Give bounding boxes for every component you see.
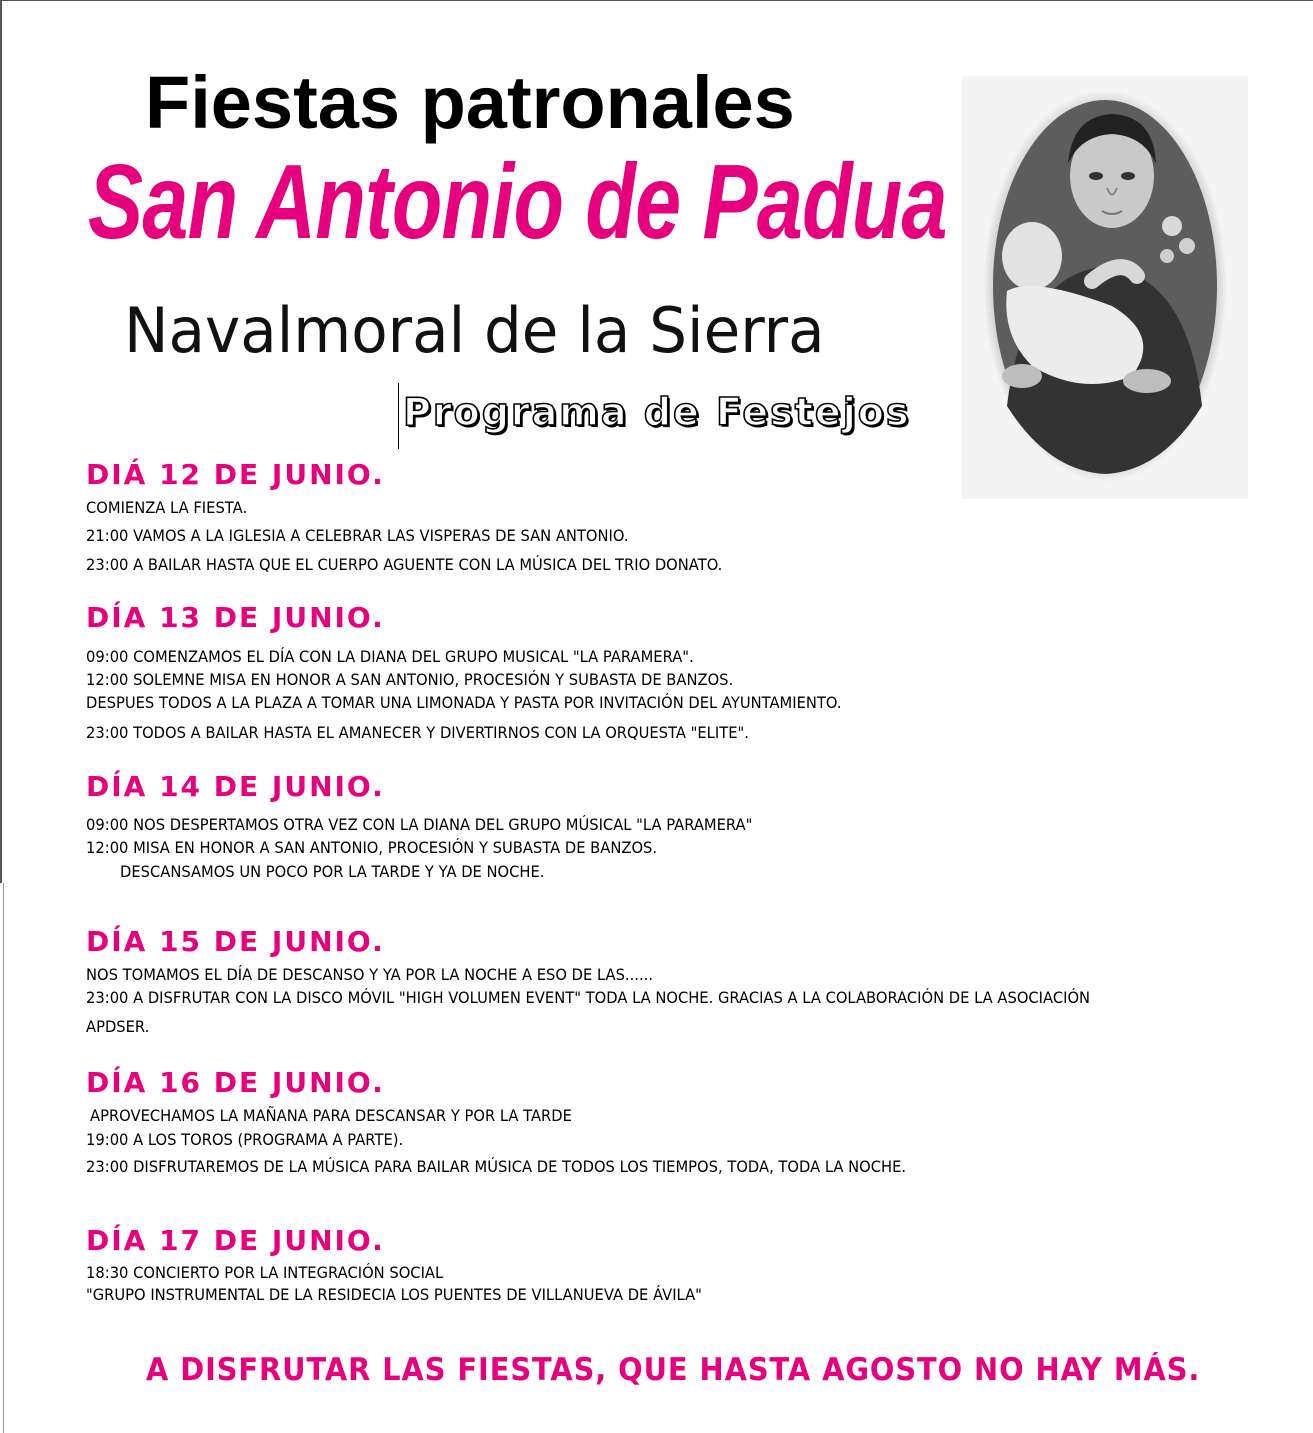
program-line: COMIENZA LA FIESTA. xyxy=(86,498,248,517)
program-line: 09:00 NOS DESPERTAMOS OTRA VEZ CON LA DIANA DEL GRUPO MÚSICAL "LA PARAMERA" xyxy=(86,815,753,834)
day-heading: DÍA 15 DE JUNIO. xyxy=(86,925,385,958)
program-line: APDSER. xyxy=(86,1017,150,1036)
program-line: DESCANSAMOS UN POCO POR LA TARDE Y YA DE NOCHE. xyxy=(120,862,545,881)
closing-message: A DISFRUTAR LAS FIESTAS, QUE HASTA AGOSTO NO HAY MÁS. xyxy=(146,1352,1201,1388)
program-line: 23:00 TODOS A BAILAR HASTA EL AMANECER Y DIVERTIRNOS CON LA ORQUESTA "ELITE". xyxy=(86,723,749,742)
program-line: 09:00 COMENZAMOS EL DÍA CON LA DIANA DEL GRUPO MUSICAL "LA PARAMERA". xyxy=(86,647,694,666)
day-heading: DÍA 16 DE JUNIO. xyxy=(86,1066,385,1099)
program-line: 12:00 MISA EN HONOR A SAN ANTONIO, PROCESIÓN Y SUBASTA DE BANZOS. xyxy=(86,838,658,857)
program-line: 23:00 A BAILAR HASTA QUE EL CUERPO AGUENTE CON LA MÚSICA DEL TRIO DONATO. xyxy=(86,555,723,574)
frame-border-left-lower xyxy=(3,883,4,1433)
program-line: DESPUES TODOS A LA PLAZA A TOMAR UNA LIMONADA Y PASTA POR INVITACIÓN DEL AYUNTAMIENTO. xyxy=(86,693,842,712)
day-heading: DÍA 14 DE JUNIO. xyxy=(86,770,385,803)
program-line: 23:00 DISFRUTAREMOS DE LA MÚSICA PARA BAILAR MÚSICA DE TODOS LOS TIEMPOS, TODA, TODA LA NOCHE. xyxy=(86,1157,907,1176)
saint-portrait-icon xyxy=(962,76,1248,499)
program-line: 12:00 SOLEMNE MISA EN HONOR A SAN ANTONIO, PROCESIÓN Y SUBASTA DE BANZOS. xyxy=(86,670,734,689)
program-line: 23:00 A DISFRUTAR CON LA DISCO MÓVIL "HIGH VOLUMEN EVENT" TODA LA NOCHE. GRACIAS A LA COLABORACIÓN DE LA ASOCIACIÓN xyxy=(86,988,1091,1007)
subtitle-divider xyxy=(398,383,399,449)
day-heading: DIÁ 12 DE JUNIO. xyxy=(86,458,385,491)
frame-border-left xyxy=(0,0,2,883)
day-heading: DÍA 17 DE JUNIO. xyxy=(86,1224,385,1257)
program-subtitle: Programa de Festejos xyxy=(403,390,911,434)
program-line: 19:00 A LOS TOROS (PROGRAMA A PARTE). xyxy=(86,1130,404,1149)
program-line: "GRUPO INSTRUMENTAL DE LA RESIDECIA LOS PUENTES DE VILLANUEVA DE ÁVILA" xyxy=(86,1285,702,1304)
program-line: 18:30 CONCIERTO POR LA INTEGRACIÓN SOCIAL xyxy=(86,1263,444,1282)
program-line: APROVECHAMOS LA MAÑANA PARA DESCANSAR Y POR LA TARDE xyxy=(90,1106,572,1125)
program-line: NOS TOMAMOS EL DÍA DE DESCANSO Y YA POR LA NOCHE A ESO DE LAS...... xyxy=(86,965,653,984)
program-line: 21:00 VAMOS A LA IGLESIA A CELEBRAR LAS VISPERAS DE SAN ANTONIO. xyxy=(86,526,629,545)
frame-border-top xyxy=(0,0,1313,1)
town-name: Navalmoral de la Sierra xyxy=(124,294,825,367)
day-heading: DÍA 13 DE JUNIO. xyxy=(86,601,385,634)
saint-name: San Antonio de Padua xyxy=(88,143,947,261)
poster-title: Fiestas patronales xyxy=(145,61,795,144)
